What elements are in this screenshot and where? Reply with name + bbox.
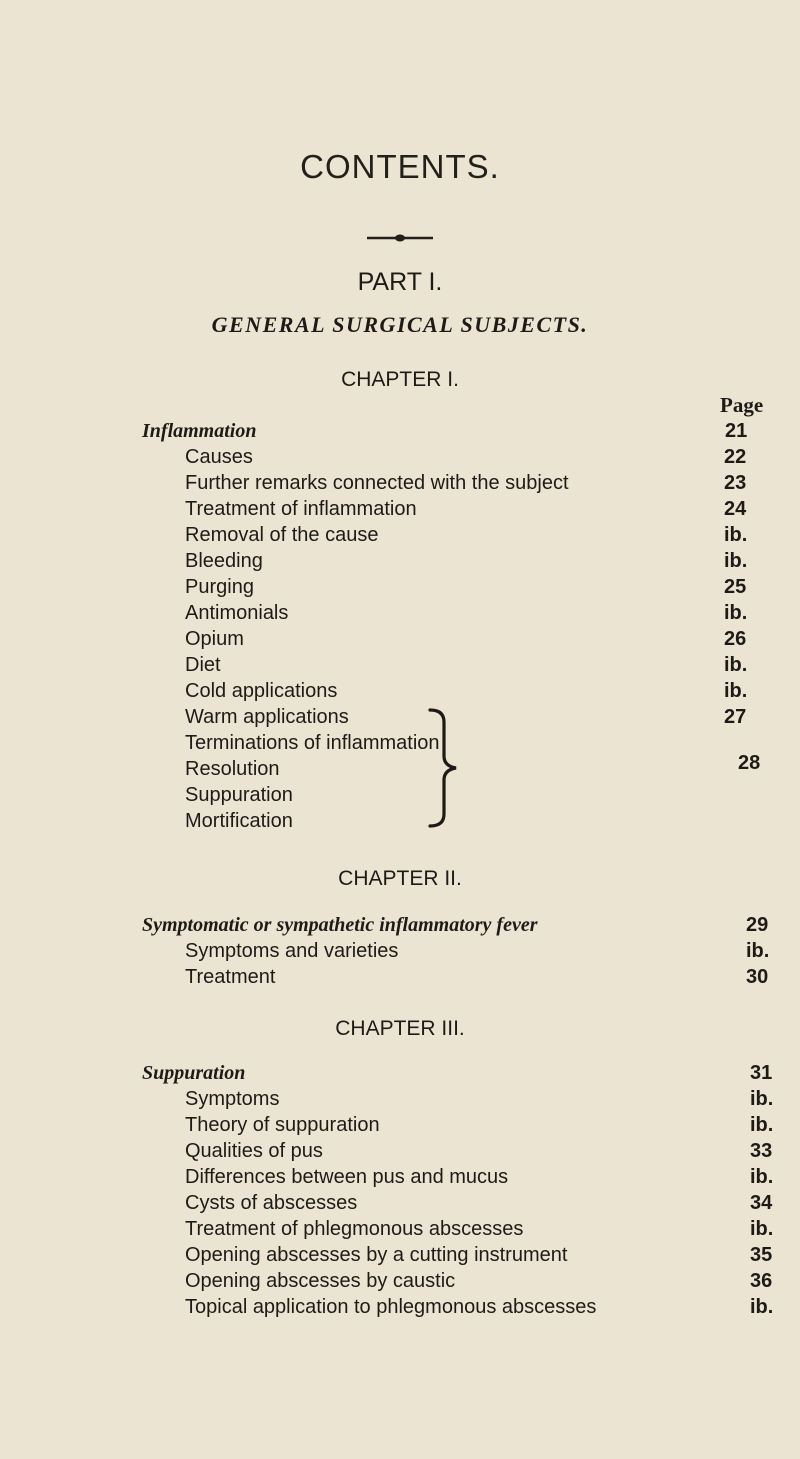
entry-title: Cold applications — [185, 680, 338, 702]
entry-title: Suppuration — [185, 784, 293, 806]
entry-title: Opening abscesses by caustic — [185, 1270, 456, 1292]
entry-title: Theory of suppuration — [185, 1114, 380, 1136]
entry-title: Symptoms — [185, 1088, 280, 1110]
entry-page: 26 — [724, 628, 747, 650]
entry-title: Qualities of pus — [185, 1140, 323, 1162]
toc-entry[interactable] — [0, 756, 800, 782]
part-heading: PART I. — [357, 268, 443, 296]
right-brace-icon — [424, 706, 464, 830]
toc-entry[interactable] — [0, 600, 800, 626]
entry-title: Warm applications — [185, 706, 349, 728]
chapter-heading: CHAPTER I. — [341, 368, 459, 391]
entry-page: ib. — [750, 1166, 774, 1188]
entry-page: ib. — [724, 524, 748, 546]
entry-title: Treatment of inflammation — [185, 498, 417, 520]
toc-entry[interactable] — [0, 418, 800, 444]
entry-title: Bleeding — [185, 550, 263, 572]
entry-page: 31 — [750, 1062, 773, 1084]
entry-title: Further remarks connected with the subject — [185, 472, 569, 494]
ornament-divider-icon — [365, 233, 435, 243]
entry-title: Symptomatic or sympathetic inflammatory fever — [142, 914, 538, 936]
entry-title: Treatment of phlegmonous abscesses — [185, 1218, 524, 1240]
entry-title: Inflammation — [142, 420, 257, 442]
entry-page: 25 — [724, 576, 747, 598]
entry-page: 27 — [724, 706, 747, 728]
entry-title: Purging — [185, 576, 254, 598]
toc-entry[interactable] — [0, 470, 800, 496]
page-title: CONTENTS. — [300, 148, 500, 185]
entry-page: 30 — [746, 966, 769, 988]
entry-page: 24 — [724, 498, 747, 520]
toc-entry[interactable] — [0, 808, 800, 834]
entry-page: 21 — [725, 420, 748, 442]
entry-title: Opening abscesses by a cutting instrument — [185, 1244, 568, 1266]
entry-page: 22 — [724, 446, 747, 468]
toc-entry[interactable] — [0, 1190, 800, 1216]
entry-title: Suppuration — [142, 1062, 246, 1084]
entry-title: Symptoms and varieties — [185, 940, 399, 962]
entry-page: ib. — [750, 1088, 774, 1110]
entry-title: Causes — [185, 446, 253, 468]
entry-title: Diet — [185, 654, 221, 676]
entry-page: 29 — [746, 914, 769, 936]
entry-page: ib. — [750, 1296, 774, 1318]
toc-entry[interactable] — [0, 912, 800, 938]
subject-heading: GENERAL SURGICAL SUBJECTS. — [211, 312, 589, 337]
toc-entry[interactable] — [0, 1164, 800, 1190]
entry-page: ib. — [750, 1218, 774, 1240]
entry-page: 23 — [724, 472, 747, 494]
toc-entry[interactable] — [0, 782, 800, 808]
entry-title: Antimonials — [185, 602, 289, 624]
chapter-heading: CHAPTER III. — [335, 1017, 465, 1040]
entry-page: ib. — [750, 1114, 774, 1136]
entry-title: Opium — [185, 628, 244, 650]
entry-page: 34 — [750, 1192, 773, 1214]
toc-entry[interactable] — [0, 1242, 800, 1268]
toc-entry[interactable] — [0, 1138, 800, 1164]
toc-entry[interactable] — [0, 730, 800, 756]
entry-page: ib. — [724, 680, 748, 702]
entry-title: Terminations of inflammation — [185, 732, 440, 754]
brace-page-number: 28 — [738, 752, 761, 774]
entry-page: 36 — [750, 1270, 773, 1292]
entry-title: Differences between pus and mucus — [185, 1166, 509, 1188]
entry-page: 33 — [750, 1140, 773, 1162]
entry-title: Resolution — [185, 758, 280, 780]
toc-entry[interactable] — [0, 574, 800, 600]
toc-entry[interactable] — [0, 1112, 800, 1138]
toc-entry[interactable] — [0, 522, 800, 548]
toc-entry[interactable] — [0, 1268, 800, 1294]
toc-entry[interactable] — [0, 938, 800, 964]
entry-title: Removal of the cause — [185, 524, 379, 546]
entry-page: 35 — [750, 1244, 773, 1266]
toc-entry[interactable] — [0, 704, 800, 730]
toc-entry[interactable] — [0, 652, 800, 678]
toc-entry[interactable] — [0, 626, 800, 652]
toc-entry[interactable] — [0, 964, 800, 990]
toc-entry[interactable] — [0, 496, 800, 522]
page-column-header: Page — [720, 393, 764, 417]
entry-title: Cysts of abscesses — [185, 1192, 358, 1214]
toc-entry[interactable] — [0, 678, 800, 704]
toc-entry[interactable] — [0, 548, 800, 574]
entry-page: ib. — [746, 940, 770, 962]
entry-page: ib. — [724, 550, 748, 572]
entry-page: ib. — [724, 602, 748, 624]
entry-title: Mortification — [185, 810, 293, 832]
entry-title: Topical application to phlegmonous abscesses — [185, 1296, 597, 1318]
chapter-heading: CHAPTER II. — [338, 867, 462, 890]
entry-page: ib. — [724, 654, 748, 676]
entry-title: Treatment — [185, 966, 276, 988]
toc-entry[interactable] — [0, 444, 800, 470]
toc-entry[interactable] — [0, 1216, 800, 1242]
toc-entry[interactable] — [0, 1060, 800, 1086]
toc-entry[interactable] — [0, 1294, 800, 1320]
toc-entry[interactable] — [0, 1086, 800, 1112]
